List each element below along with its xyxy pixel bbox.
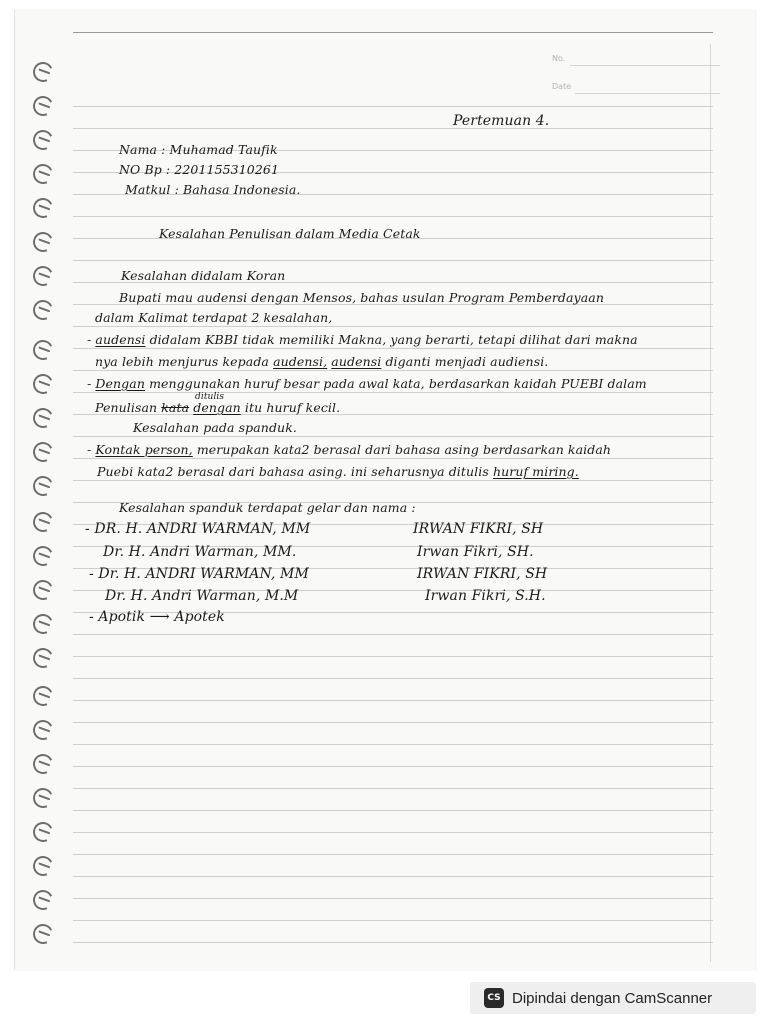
notebook-page xyxy=(14,10,755,970)
student-name: Nama : Muhamad Taufik xyxy=(119,142,278,157)
rule-line xyxy=(73,480,713,481)
underlined-word: Dengan xyxy=(95,376,145,391)
binder-ring-icon xyxy=(30,751,56,777)
rule-line xyxy=(73,392,713,393)
rule-line xyxy=(73,744,713,745)
no-line xyxy=(570,65,720,66)
date-label: Date xyxy=(552,82,572,91)
binder-ring-icon xyxy=(30,127,56,153)
paragraph-line: Bupati mau audensi dengan Mensos, bahas usulan Program Pemberdayaan xyxy=(119,290,604,305)
rule-line xyxy=(73,348,713,349)
rule-line xyxy=(73,436,713,437)
rule-line xyxy=(73,458,713,459)
binder-ring-icon xyxy=(30,473,56,499)
course-name: Matkul : Bahasa Indonesia. xyxy=(125,182,301,197)
binder-ring-icon xyxy=(30,717,56,743)
camscanner-watermark xyxy=(470,982,756,1014)
binder-ring-icon xyxy=(30,921,56,947)
gelar-left: Dr. H. Andri Warman, M.M xyxy=(105,588,299,604)
binder-ring-icon xyxy=(30,543,56,569)
binder-ring-icon xyxy=(30,59,56,85)
no-label: No. xyxy=(552,54,566,63)
gelar-right: Irwan Fikri, S.H. xyxy=(425,588,546,604)
student-bp: NO Bp : 2201155310261 xyxy=(119,162,279,177)
gelar-right: IRWAN FIKRI, SH xyxy=(417,566,548,582)
binder-ring-icon xyxy=(30,229,56,255)
bullet-line: Puebi kata2 berasal dari bahasa asing. ini seharusnya ditulis huruf miring. xyxy=(97,464,579,479)
rule-line xyxy=(73,722,713,723)
apotik-line: - Apotik ⟶ Apotek xyxy=(89,609,225,625)
rule-line xyxy=(73,656,713,657)
underlined-word: Kontak person, xyxy=(95,442,193,457)
gelar-left: - Dr. H. ANDRI WARMAN, MM xyxy=(89,566,309,582)
rule-line xyxy=(73,678,713,679)
rule-line xyxy=(73,326,713,327)
bullet-line: - Kontak person, merupakan kata2 berasal dari bahasa asing berdasarkan kaidah xyxy=(87,442,612,457)
binder-ring-icon xyxy=(30,337,56,363)
rule-line xyxy=(73,128,713,129)
rule-line xyxy=(73,700,713,701)
binder-ring-icon xyxy=(30,887,56,913)
binder-ring-icon xyxy=(30,161,56,187)
rule-line xyxy=(73,370,713,371)
gelar-right: IRWAN FIKRI, SH xyxy=(413,521,544,537)
binder-ring-icon xyxy=(30,371,56,397)
arrow-icon: ⟶ xyxy=(149,609,170,625)
binder-ring-icon xyxy=(30,509,56,535)
binder-ring-icon xyxy=(30,785,56,811)
paragraph-line: dalam Kalimat terdapat 2 kesalahan, xyxy=(95,310,333,325)
binder-ring-icon xyxy=(30,577,56,603)
bullet-line: Penulisan kata dengan itu huruf kecil. xyxy=(95,400,341,415)
underlined-word: audensi xyxy=(95,332,146,347)
camscanner-text: Dipindai dengan CamScanner xyxy=(512,989,713,1007)
rule-line xyxy=(73,920,713,921)
underlined-word: dengan xyxy=(193,400,241,415)
binder-ring-icon xyxy=(30,683,56,709)
rule-line xyxy=(73,260,713,261)
underlined-word: huruf miring. xyxy=(492,464,579,479)
gelar-left: - DR. H. ANDRI WARMAN, MM xyxy=(85,521,311,537)
binder-ring-icon xyxy=(30,819,56,845)
binder-ring-icon xyxy=(30,439,56,465)
rule-line xyxy=(73,854,713,855)
binder-ring-icon xyxy=(30,611,56,637)
binder-ring-icon xyxy=(30,645,56,671)
bullet-line: - audensi didalam KBBI tidak memiliki Makna, yang berarti, tetapi dilihat dari makna xyxy=(87,332,638,347)
rule-line xyxy=(73,216,713,217)
underlined-word: audensi, xyxy=(273,354,328,369)
date-line xyxy=(575,93,720,94)
section-spanduk: Kesalahan pada spanduk. xyxy=(133,420,297,435)
section-gelar: Kesalahan spanduk terdapat gelar dan nama : xyxy=(119,500,416,515)
rule-line xyxy=(73,942,713,943)
rule-line xyxy=(73,766,713,767)
gelar-right: Irwan Fikri, SH. xyxy=(417,544,534,560)
rule-line xyxy=(73,810,713,811)
binder-ring-icon xyxy=(30,405,56,431)
binder-ring-icon xyxy=(30,853,56,879)
binder-ring-icon xyxy=(30,263,56,289)
camscanner-logo-icon: CS xyxy=(484,988,504,1008)
bullet-line: - Dengan menggunakan huruf besar pada awal kata, berdasarkan kaidah PUEBI dalam xyxy=(87,376,647,391)
insert-note: ditulis xyxy=(195,392,225,402)
underlined-word: audensi xyxy=(331,354,382,369)
page-margin-line xyxy=(710,44,711,962)
section-koran: Kesalahan didalam Koran xyxy=(121,268,286,283)
strikethrough-word: kata xyxy=(161,400,190,415)
note-title: Kesalahan Penulisan dalam Media Cetak xyxy=(159,226,421,241)
binder-ring-icon xyxy=(30,195,56,221)
top-rule xyxy=(73,32,713,33)
binder-ring-icon xyxy=(30,93,56,119)
rule-line xyxy=(73,788,713,789)
rule-line xyxy=(73,898,713,899)
rule-line xyxy=(73,832,713,833)
rule-line xyxy=(73,106,713,107)
binder-ring-icon xyxy=(30,297,56,323)
gelar-left: Dr. H. Andri Warman, MM. xyxy=(103,544,297,560)
rule-line xyxy=(73,876,713,877)
meeting-label: Pertemuan 4. xyxy=(453,113,550,129)
bullet-line: nya lebih menjurus kepada audensi, audensi diganti menjadi audiensi. xyxy=(95,354,549,369)
rule-line xyxy=(73,634,713,635)
